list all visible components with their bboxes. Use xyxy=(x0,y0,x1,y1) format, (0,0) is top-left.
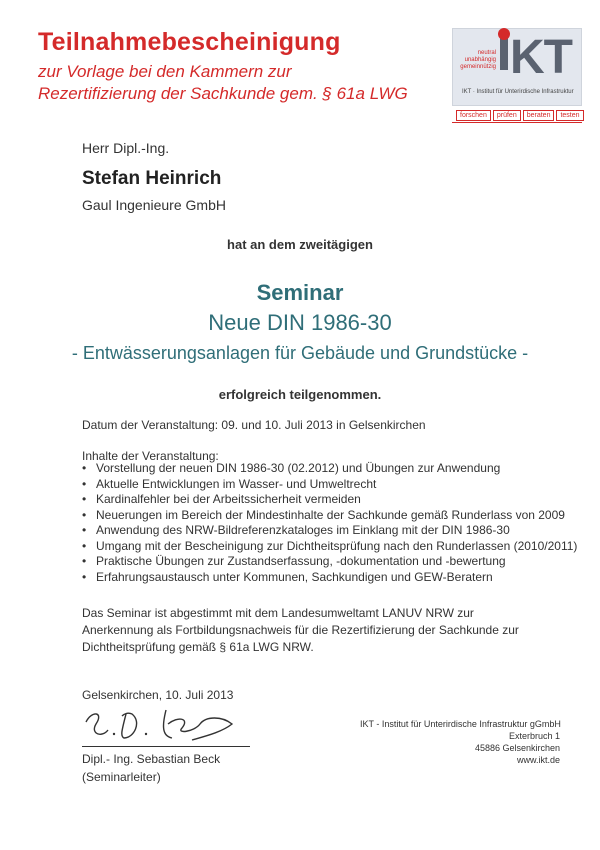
approval-paragraph: Das Seminar ist abgestimmt mit dem Landesumweltamt LANUV NRW zur Anerkennung als Fortbildungsnachweis für die Rezertifizierung der Sachkunde zur Dichtheitsprüfung gemäß § 61a LWG NRW. xyxy=(82,606,519,654)
signature-line xyxy=(82,746,250,747)
logo-letters: KT xyxy=(510,31,572,84)
logo-nav-beraten: beraten xyxy=(523,110,555,121)
address-line: 45886 Gelsenkirchen xyxy=(474,743,560,753)
place-date: Gelsenkirchen, 10. Juli 2013 xyxy=(82,688,234,702)
logo-divider xyxy=(452,122,582,123)
list-item: • Aktuelle Entwicklungen im Wasser- und Umweltrecht xyxy=(82,477,577,493)
list-item: • Kardinalfehler bei der Arbeitssicherheit vermeiden xyxy=(82,492,577,508)
address-line: IKT - Institut für Unterirdische Infrastruktur gGmbH xyxy=(360,719,561,729)
participation-intro: hat an dem zweitägigen xyxy=(227,237,373,252)
contents-list xyxy=(82,461,577,585)
seminar-label: Seminar xyxy=(256,280,344,305)
logo-nav xyxy=(456,110,584,121)
institute-address xyxy=(360,718,560,766)
signer-name: Dipl.- Ing. Sebastian Beck xyxy=(82,752,221,766)
logo-nav-testen: testen xyxy=(556,110,583,121)
list-item: • Umgang mit der Bescheinigung zur Dichtheitsprüfung nach den Runderlassen (2010/2011) xyxy=(82,539,577,555)
recipient-salutation: Herr Dipl.-Ing. xyxy=(82,140,170,156)
logo-tagline-3: gemeinnützig xyxy=(460,64,496,70)
logo-institute: IKT · Institut für Unterirdische Infrastruktur xyxy=(462,89,574,95)
logo-tagline-2: unabhängig xyxy=(464,57,496,63)
list-item: • Praktische Übungen zur Zustandserfassung, -dokumentation und -bewertung xyxy=(82,554,577,570)
contents-label: Inhalte der Veranstaltung: xyxy=(82,449,219,463)
certificate-title: Teilnahmebescheinigung xyxy=(38,28,341,56)
logo-nav-pruefen: prüfen xyxy=(493,110,521,121)
event-date: Datum der Veranstaltung: 09. und 10. Juli 2013 in Gelsenkirchen xyxy=(82,418,426,432)
logo-tagline-1: neutral xyxy=(477,50,496,56)
signer-role: (Seminarleiter) xyxy=(82,770,161,784)
success-statement: erfolgreich teilgenommen. xyxy=(218,387,382,402)
signature xyxy=(82,702,252,746)
address-line: Exterbruch 1 xyxy=(508,731,560,741)
list-item: • Erfahrungsaustausch unter Kommunen, Sachkundigen und GEW-Beratern xyxy=(82,570,577,586)
recipient-company: Gaul Ingenieure GmbH xyxy=(82,197,226,213)
list-item: • Vorstellung der neuen DIN 1986-30 (02.2012) und Übungen zur Anwendung xyxy=(82,461,577,477)
logo-nav-forschen: forschen xyxy=(456,110,491,121)
certificate-subtitle-line2: Rezertifizierung der Sachkunde gem. § 61a LWG xyxy=(38,84,408,103)
certificate-subtitle-line1: zur Vorlage bei den Kammern zur xyxy=(38,62,292,81)
logo-red-dot xyxy=(498,28,510,40)
list-item: • Neuerungen im Bereich der Mindestinhalte der Sachkunde gemäß Runderlass von 2009 xyxy=(82,508,577,524)
seminar-title: Neue DIN 1986-30 xyxy=(208,310,392,335)
list-item: • Anwendung des NRW-Bildreferenzkataloges im Einklang mit der DIN 1986-30 xyxy=(82,523,577,539)
address-line: www.ikt.de xyxy=(516,755,560,765)
seminar-topic: - Entwässerungsanlagen für Gebäude und Grundstücke - xyxy=(71,343,529,363)
recipient-name: Stefan Heinrich xyxy=(82,168,222,189)
